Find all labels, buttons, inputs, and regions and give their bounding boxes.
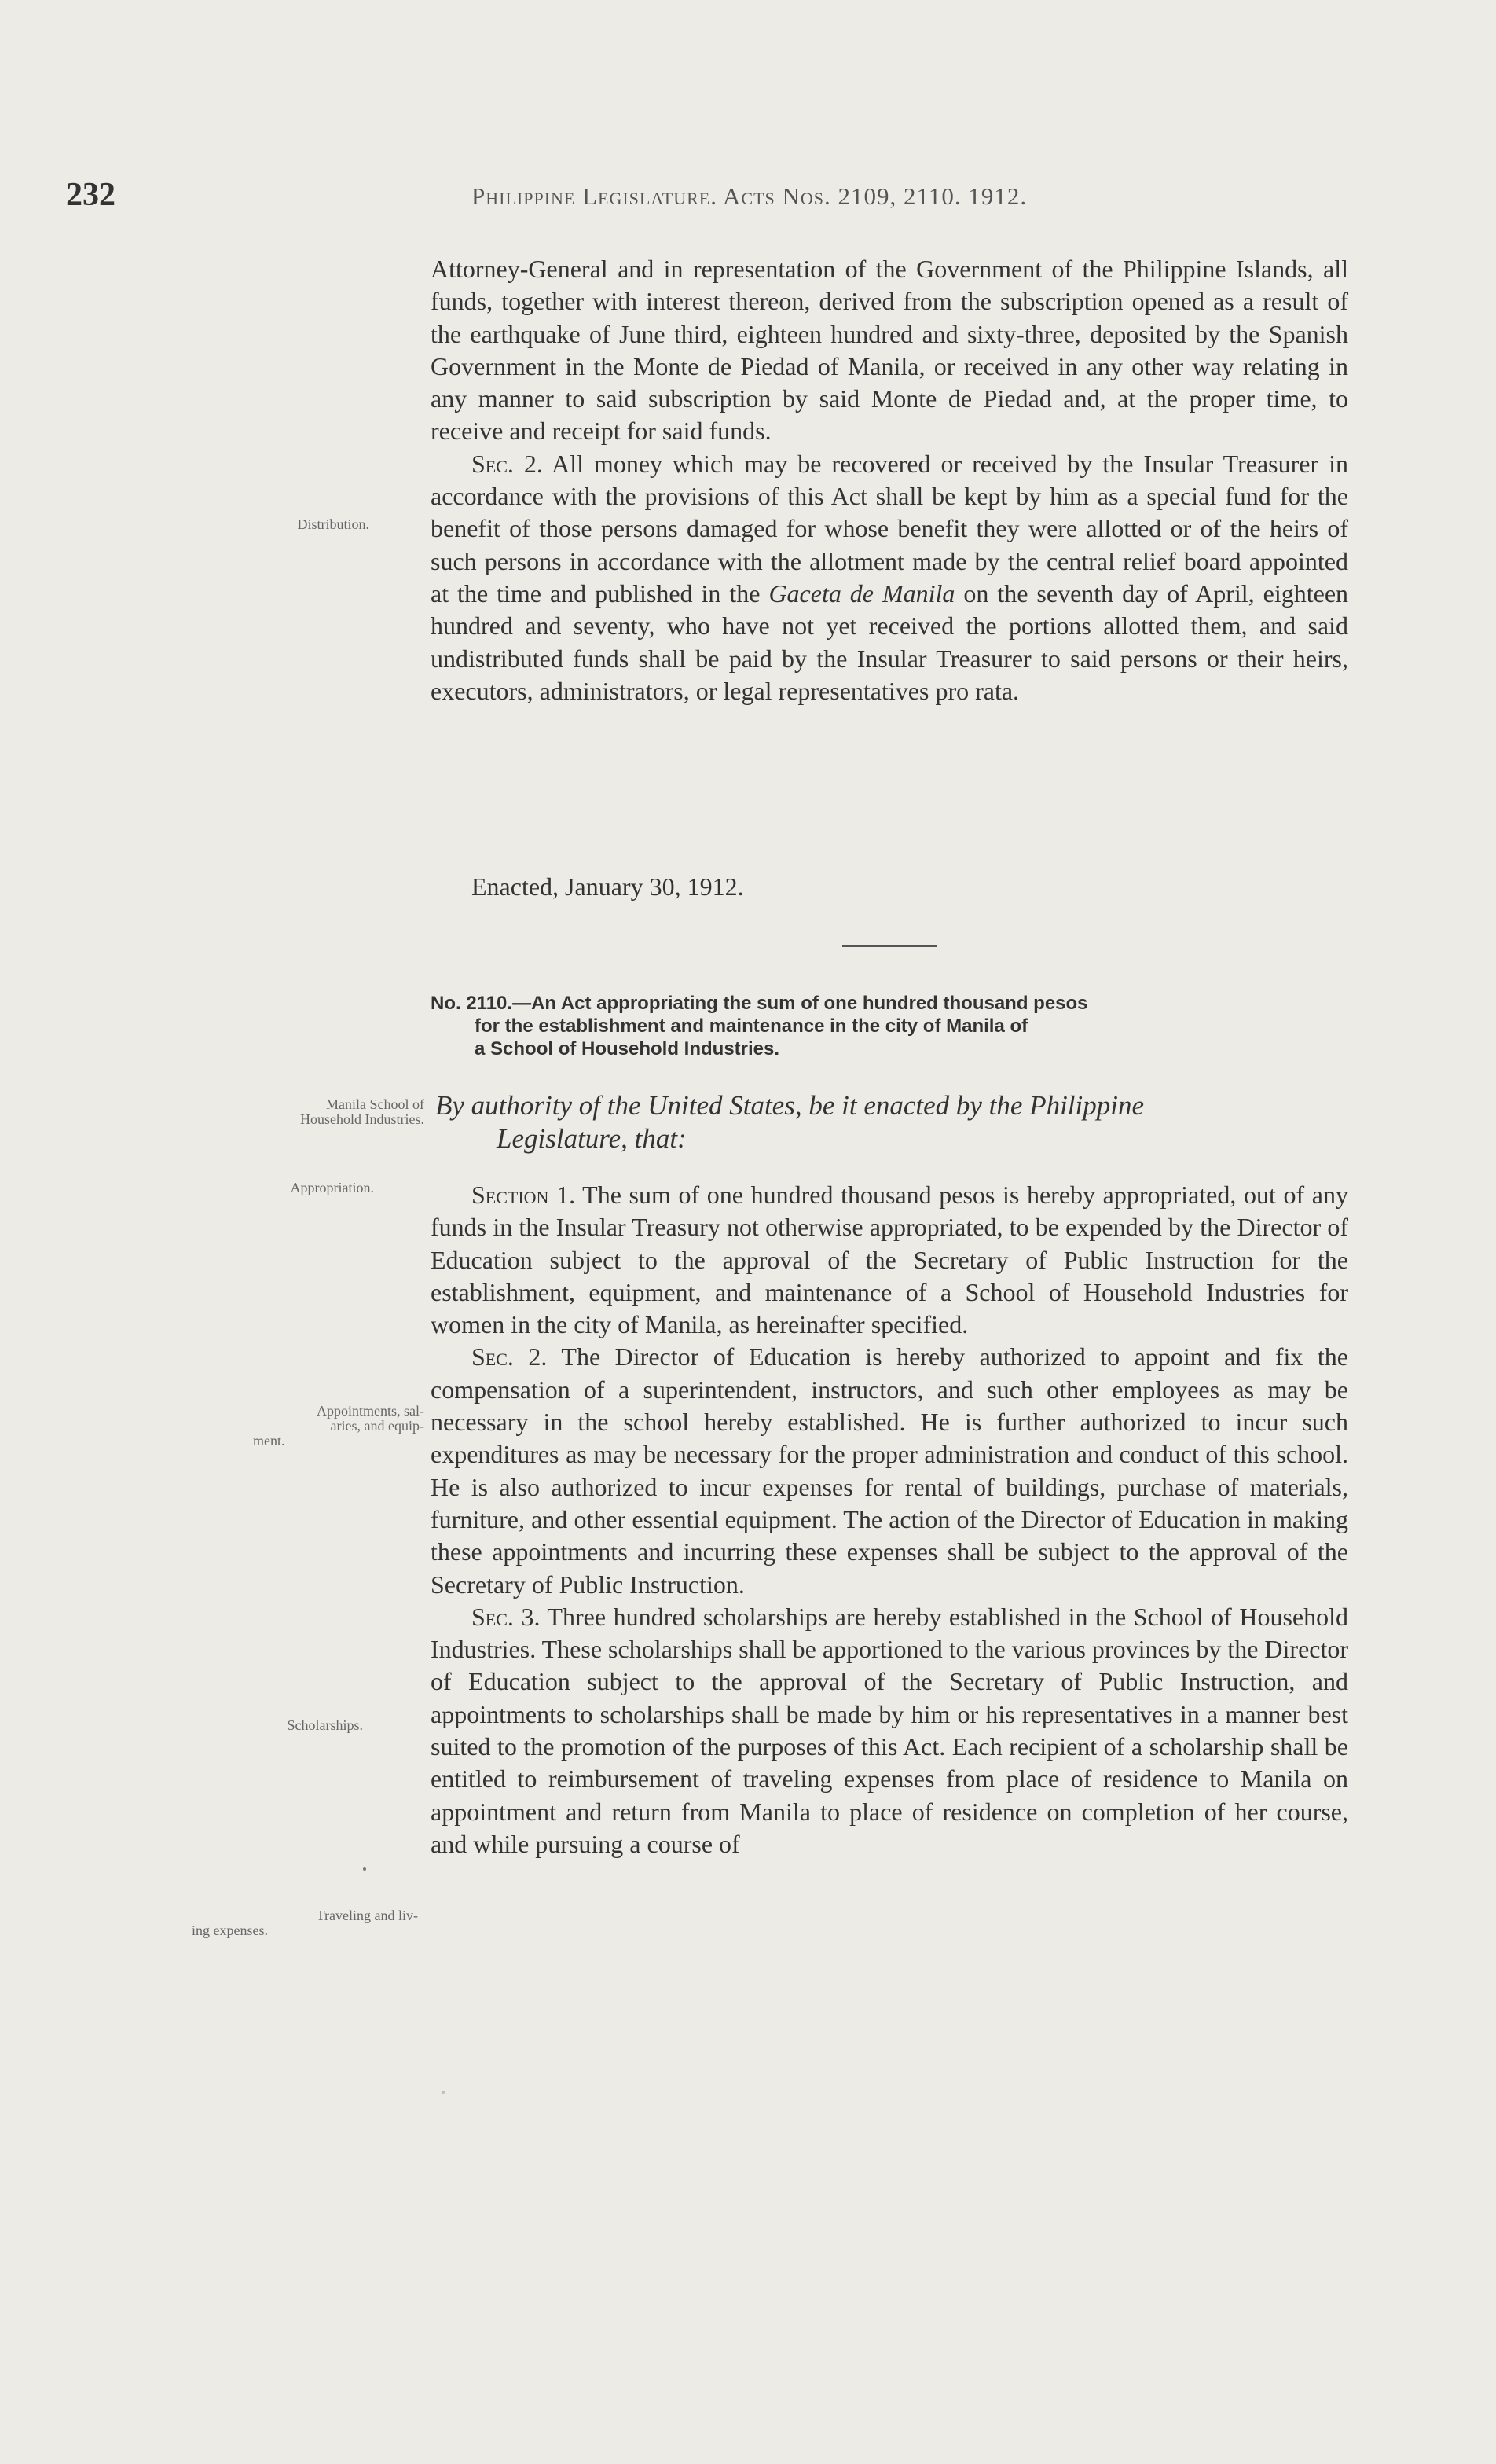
section-text: All money which may be recovered or received by the Insular Treasurer in accordance with the provisions of this Act shall be kept by him as a special fund for the benefit of those persons damaged for whose benefit they were allotted or of the heirs of such persons in accordance with the allotment made by the central relief board appointed at the time and published in the [431,449,1348,608]
enacting-clause [435,1089,1355,1155]
act-2110-body [431,1179,1348,1860]
page-number: 232 [66,177,116,213]
margin-note-manila-school [157,1097,424,1127]
section-divider [842,945,937,947]
gazette-title: Gaceta de Manila [768,578,955,608]
print-speck [442,2091,445,2094]
act-2110-section-2 [431,1341,1348,1600]
margin-line: Traveling and liv- [316,1908,418,1923]
section-text: Three hundred scholarships are hereby established in the School of Household Industries. These scholarships shall be apportioned to the various provinces by the Director of Education subject to the approval of the Secretary of Public Instruction, and appointments to scholarships shall be made by him or his representatives in a manner best suited to the promotion of the purposes of this Act. Each recipient of a scholarship shall be entitled to reimbursement of traveling expenses from place of residence to Manila on appointment and return from Manila to place of residence on completion of her course, and while pursuing a course of [431,1602,1349,1858]
enacting-line-1: By authority of the United States, be it enacted by the Philippine [435,1090,1145,1121]
act-2109-body [431,253,1348,707]
enacting-line-2: Legislature, that: [497,1123,687,1154]
section-label: Section 1. [471,1181,576,1209]
enacted-date-2109: Enacted, January 30, 1912. [471,872,744,901]
section-label: Sec. 3. [471,1602,541,1631]
heading-line-2: for the establishment and maintenance in the city of Manila of [475,1015,1028,1037]
margin-line: Appointments, sal- [317,1403,424,1419]
margin-note-traveling [173,1908,418,1938]
margin-line: aries, and equip- [330,1418,424,1434]
margin-note-distribution: Distribution. [297,516,369,532]
margin-line: Manila School of [326,1096,424,1112]
act-2109-continuation: Attorney-General and in representation of the Government of the Philippine Islands, all funds, together with interest thereon, derived from the subscription opened as a result of the earthquake of June third, eighteen hundred and sixty-three, deposited by the Spanish Government in the Monte de Piedad of Manila, or received in any other way relating in any manner to said subscription by said Monte de Piedad and, at the proper time, to receive and receipt for said funds. [431,255,1348,446]
margin-note-appointments [173,1404,424,1449]
margin-line: ment. [253,1433,285,1449]
act-2110-heading [431,992,1348,1060]
act-2109-section-2 [431,448,1348,707]
margin-line: Household Industries. [300,1111,424,1127]
margin-line: ing expenses. [192,1922,268,1938]
section-text: on the seventh day of April, eighteen hundred and seventy, who have not yet received the portions allotted them, and said undistributed funds shall be paid by the Insular Treasurer to said persons or their heirs, executors, administrators, or legal representatives pro rata. [431,578,1349,705]
section-label: Sec. 2. [471,1342,548,1372]
heading-line-3: a School of Household Industries. [475,1038,780,1059]
section-label: Sec. 2. [471,449,543,478]
heading-line-1: No. 2110.—An Act appropriating the sum of one hundred thousand pesos [431,993,1088,1014]
section-text: The Director of Education is hereby authorized to appoint and fix the compensation of a superintendent, instructors, and such other employees as may be necessary in the school hereby established. He is further authorized to incur such expenditures as may be necessary for the proper administration and conduct of this school. He is also authorized to incur expenses for rental of buildings, purchase of materials, furniture, and other essential equipment. The action of the Director of Education in making these appointments and incurring these expenses shall be subject to the approval of the Secretary of Public Instruction. [431,1342,1349,1599]
section-text: The sum of one hundred thousand pesos is hereby appropriated, out of any funds in the Insular Treasury not otherwise appropriated, to be expended by the Director of Education subject to the approval of the Secretary of Public Instruction for the establishment, equipment, and maintenance of a School of Household Industries for women in the city of Manila, as hereinafter specified. [431,1181,1349,1339]
margin-note-scholarships: Scholarships. [287,1717,363,1733]
act-2110-section-1 [431,1179,1348,1341]
act-2110-section-3 [431,1601,1348,1860]
running-head: Philippine Legislature. Acts Nos. 2109, 2110. 1912. [471,182,1028,210]
print-speck [363,1867,366,1871]
margin-note-appropriation: Appropriation. [290,1180,374,1195]
